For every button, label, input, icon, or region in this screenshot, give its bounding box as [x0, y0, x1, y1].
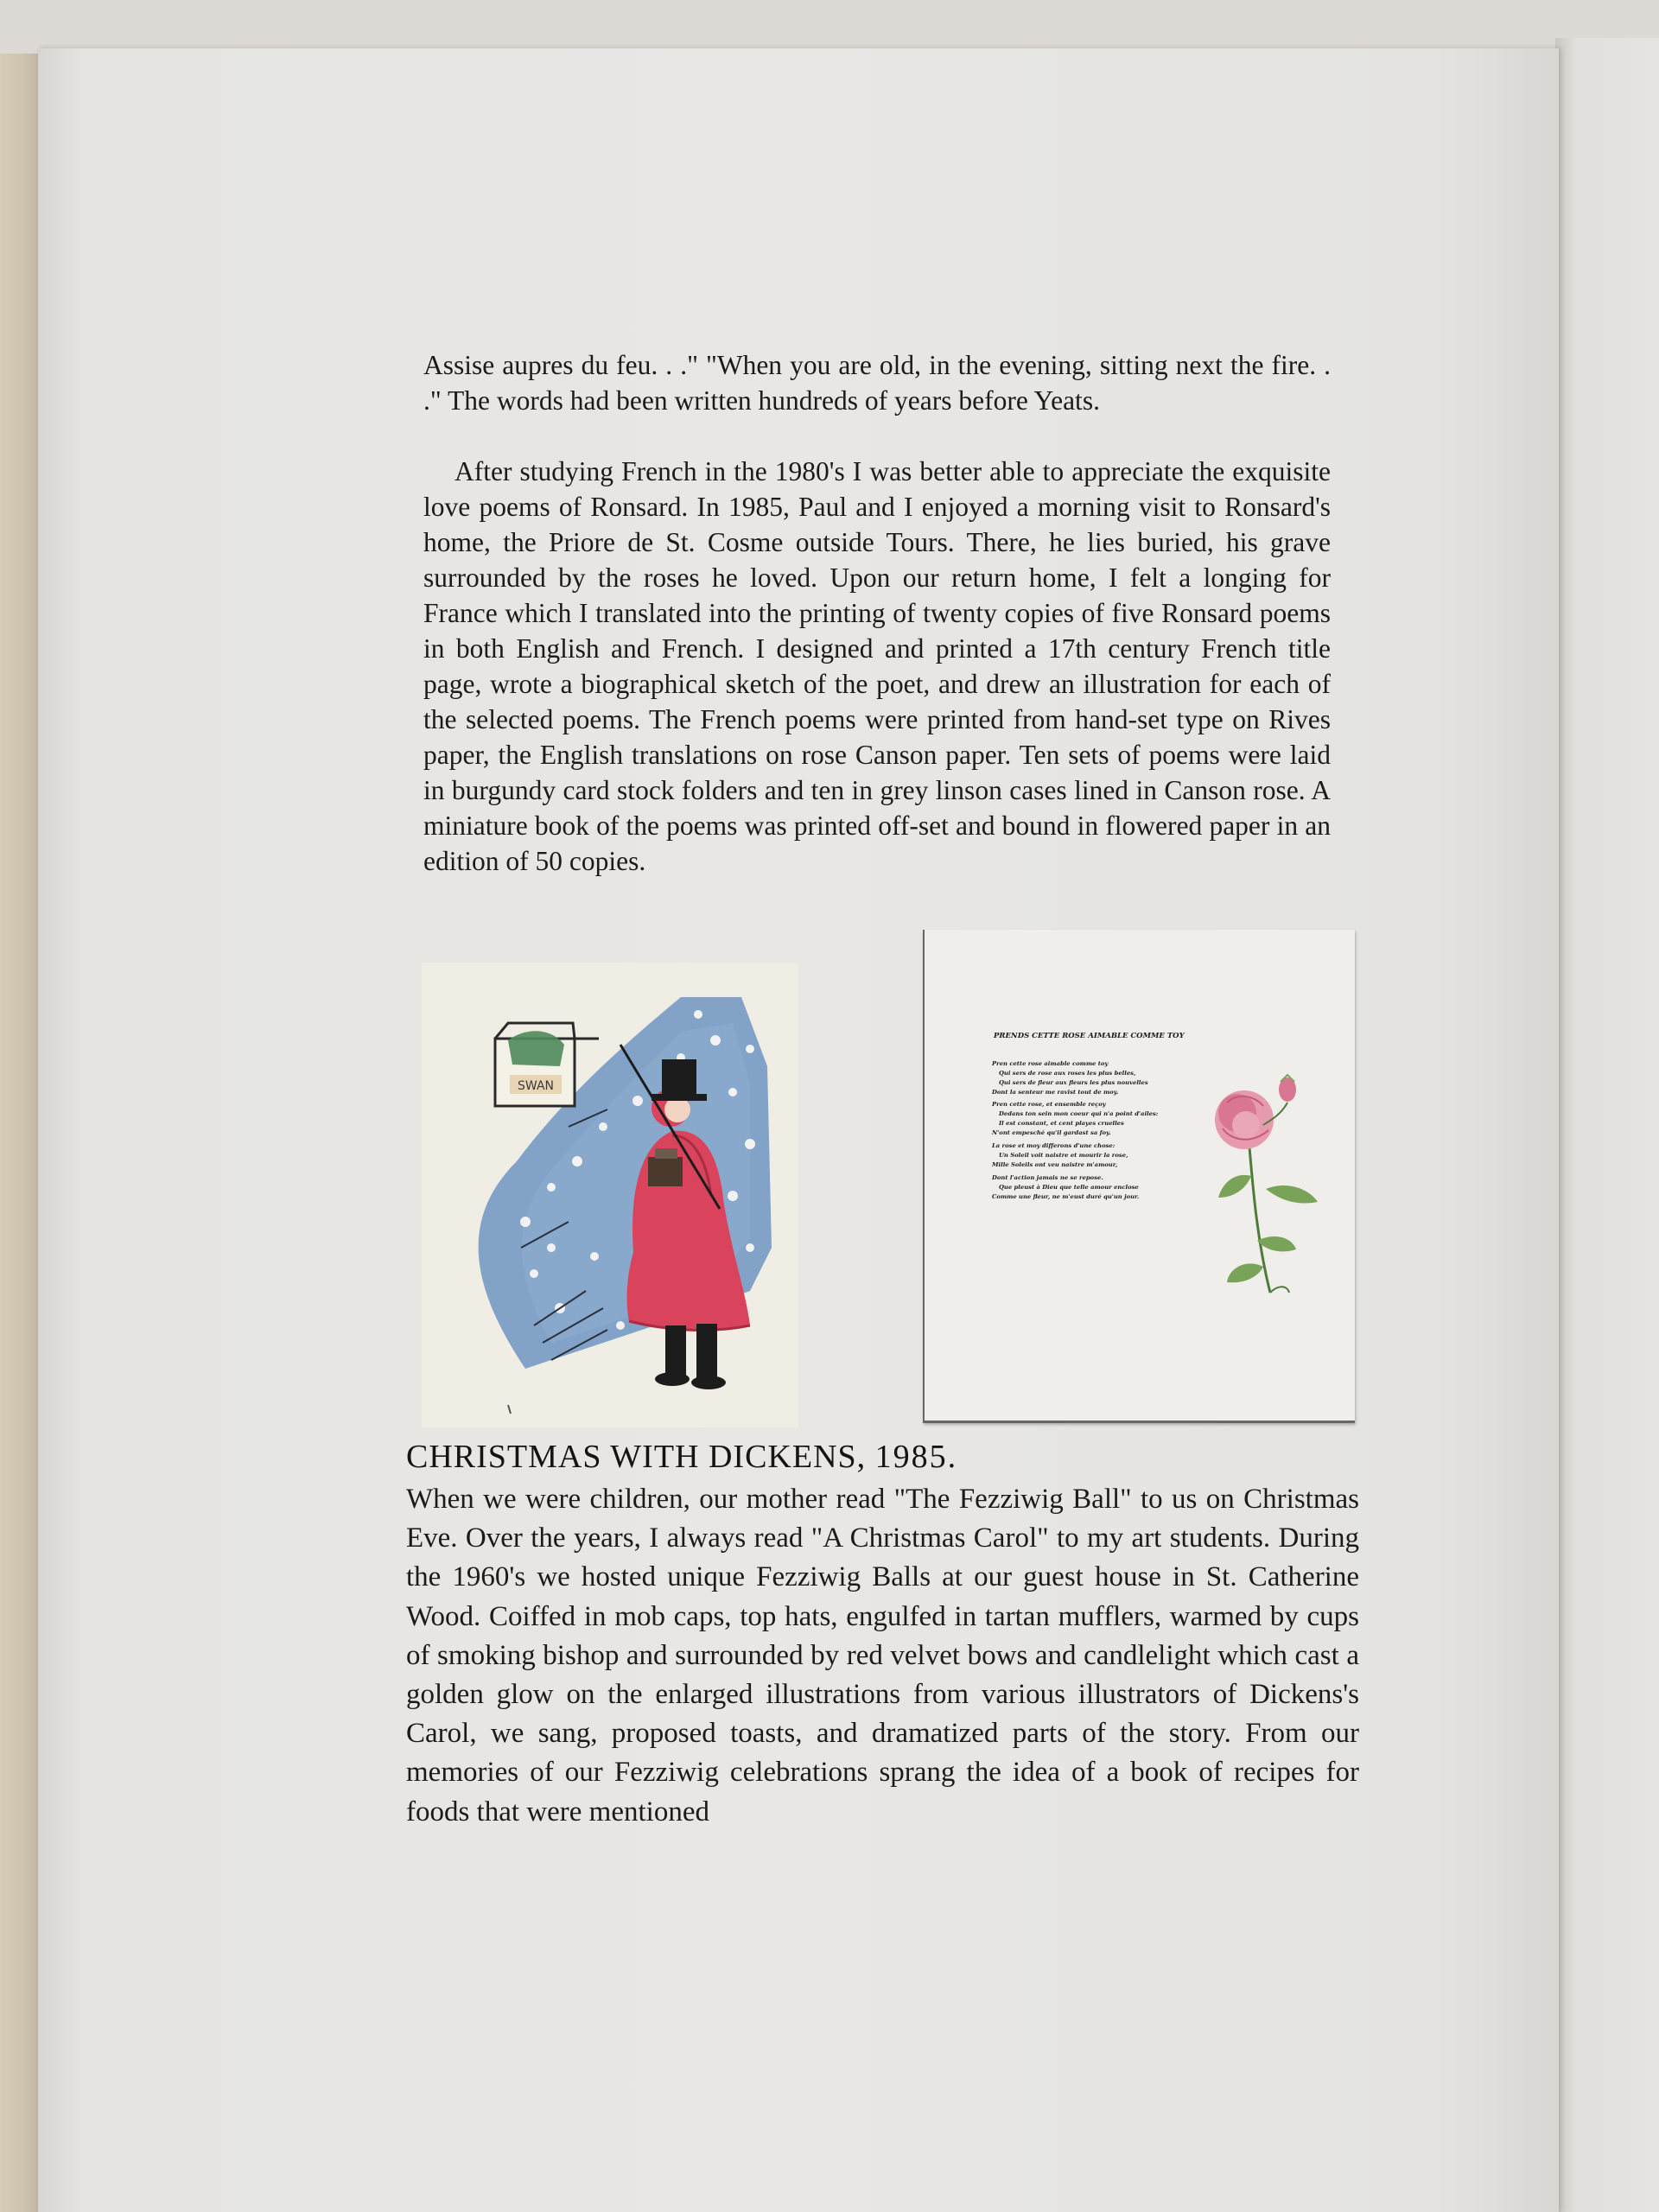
poem-line: Pren cette rose aimable comme toy	[992, 1060, 1109, 1067]
poem-line: Il est constant, et cent playes cruelles	[999, 1120, 1124, 1127]
paragraph-1: Assise aupres du feu. . ." "When you are old, in the evening, sitting next the fire. . ." The words had been written hundreds of years before Yeats.	[423, 350, 1331, 416]
poem-line: Qui sers de rose aux roses les plus belles,	[999, 1070, 1136, 1077]
poem-line: Comme une fleur, ne m'eust duré qu'un jour.	[992, 1193, 1140, 1200]
poem-line: Que pleust à Dieu que telle amour enclose	[999, 1184, 1139, 1191]
illustration-drawing	[422, 963, 798, 1427]
facing-page-edge	[1555, 38, 1659, 2212]
paragraph-2	[423, 454, 1331, 879]
section-heading-year: 1985.	[874, 1439, 958, 1475]
rose-icon	[1215, 1075, 1318, 1293]
poem-line: Dedans ton sein mon coeur qui n'a point d'ailes:	[999, 1110, 1159, 1117]
poem-line: Dont l'action jamais ne se repose.	[992, 1174, 1103, 1181]
poem-line: Dont la senteur me ravist tout de moy.	[992, 1089, 1119, 1096]
book-spine	[0, 54, 41, 2212]
poem-line: Pren cette rose, et ensemble reçoy	[992, 1101, 1106, 1108]
poem-line: N'ont empesché qu'il gardast sa foy.	[992, 1129, 1111, 1136]
poem-title: PRENDS CETTE ROSE AIMABLE COMME TOY	[994, 1032, 1185, 1040]
paragraph-3: When we were children, our mother read "The Fezziwig Ball" to us on Christmas Eve. Over the years, I always read "A Christmas Carol" to my art students. During the 1960's we hosted unique Fezziwig Balls at our guest house in St. Catherine Wood. Coiffed in mob caps, top hats, engulfed in tartan mufflers, warmed by cups of smoking bishop and surrounded by red velvet bows and candlelight which cast a golden glow on the enlarged illustrations from various illustrators of Dickens's Carol, we sang, proposed toasts, and dramatized parts of the story. From our memories of our Fezziwig celebrations sprang the idea of a book of recipes for foods that were mentioned	[406, 1484, 1359, 1827]
poem-line: Mille Soleils ont veu naistre m'amour,	[992, 1161, 1118, 1168]
section-heading	[406, 1437, 1357, 1477]
paragraph-2-text: After studying French in the 1980's I was better able to appreciate the exquisite love poems of Ronsard. In 1985, Paul and I enjoyed a morning visit to Ronsard's home, the Priore de St. Cosme outside Tours. There, he lies buried, his grave surrounded by the roses he loved. Upon our return home, I felt a longing for France which I translated into the printing of twenty copies of five Ronsard poems in both English and French. I designed and printed a 17th century French title page, wrote a biographical sketch of the poet, and drew an illustration for each of the selected poems. The French poems were printed from hand-set type on Rives paper, the English translations on rose Canson paper. Ten sets of poems were laid in burgundy card stock folders and ten in grey linson cases lined in Canson rose. A miniature book of the poems was printed off-set and bound in flowered paper in an edition of 50 copies.	[423, 456, 1331, 876]
illustration-man-in-red-coat	[422, 963, 798, 1427]
poem-page-drawing	[925, 930, 1355, 1421]
poem-line: Un Soleil voit naistre et mourir la rose,	[999, 1152, 1128, 1159]
poem-line: Qui sers de fleur aux fleurs les plus nouvelles	[999, 1079, 1148, 1086]
swan-sign-text: SWAN	[517, 1079, 555, 1093]
illustration-poem-page	[923, 930, 1355, 1423]
background-top	[0, 0, 1659, 54]
poem-line: La rose et moy differons d'une chose:	[992, 1142, 1116, 1149]
section-heading-title: CHRISTMAS WITH DICKENS,	[406, 1439, 875, 1475]
